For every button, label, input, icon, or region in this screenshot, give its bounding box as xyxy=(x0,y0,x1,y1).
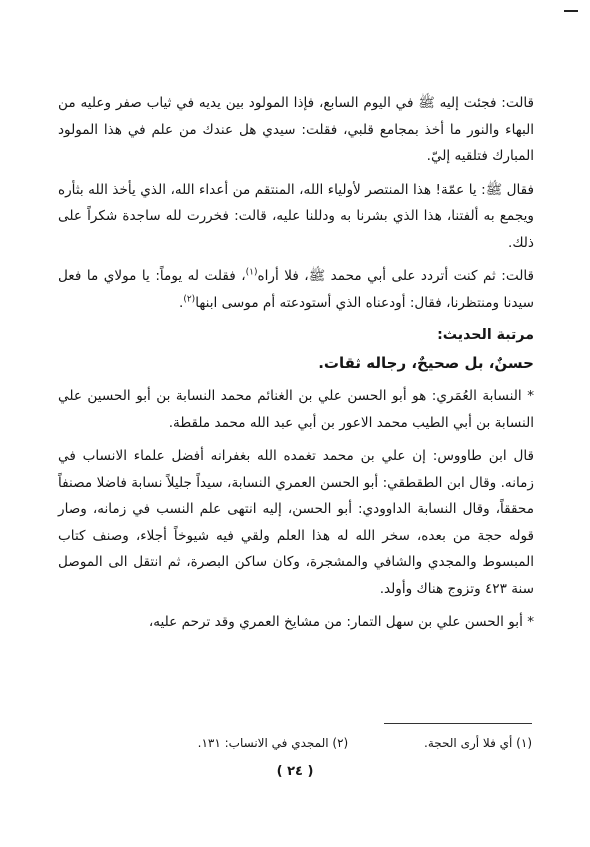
hadith-verdict: حسنٌ، بل صحيحٌ، رجاله ثقات. xyxy=(318,354,534,372)
paragraph-1: قالت: فجئت إليه ﷺ في اليوم السابع، فإذا المولود بين يديه في ثياب صفر وعليه من البهاء والنور ما أخذ بمجامع قلبي، فقلت: سيدي هل عندك من علم في هذا المولود المبارك فتلقيه إليّ. xyxy=(58,95,534,164)
paragraph-3-middle: ، فقلت له يوماً: يا مولاي ما فعل سيدنا ومنتظرنا، فقال: أودعناه الذي أستودعته أم موسى ابنها xyxy=(58,268,534,311)
section-heading: مرتبة الحديث: xyxy=(437,327,534,343)
page-text xyxy=(58,90,534,643)
narrator-entry-1: * النسابة العُمَري: هو أبو الحسن علي بن الغنائم محمد النسابة بن أبو الحسين علي النسابة بن أبي الطيب محمد الاعور بن أبي عبد الله محمد ملقطة. xyxy=(58,388,534,431)
footnote-ref-2: (٢) xyxy=(183,293,196,304)
corner-mark xyxy=(564,10,578,12)
footnote-1: (١) أي فلا أرى الحجة. xyxy=(424,736,532,750)
paragraph-3-after: . xyxy=(178,294,184,311)
paragraph-2: فقال ﷺ: يا عمّة! هذا المنتصر لأولياء الله، المنتقم من أعداء الله، الذي يأخذ الله بثأره ويجمع به ألفتنا، هذا الذي بشرنا به ودللنا عليه، قالت: فخررت لله ساجدة شكراً على ذلك. xyxy=(58,181,534,251)
page-number: ( ٢٤ ) xyxy=(276,764,314,779)
paragraph-3 xyxy=(58,263,534,316)
footnote-ref-1: (١) xyxy=(245,267,258,278)
narrator-entry-2: * أبو الحسن علي بن سهل التمار: من مشايخ العمري وقد ترحم عليه، xyxy=(148,614,534,630)
paragraph-3-before: قالت: ثم كنت أتردد على أبي محمد ﷺ، فلا أراه xyxy=(257,268,535,284)
footnotes xyxy=(150,734,532,752)
narrator-biography: قال ابن طاووس: إن علي بن محمد تغمده الله بغفرانه أفضل علماء الانساب في زمانه. وقال ابن الطقطقي: أبو الحسن العمري النسابة، سيداً جليلاً نسابة فاضلا مصنفاً محققاً، وقال النسابة الداوودي: أبو الحسن، إليه انتهى علم النسب في زمانه، وصار قوله حجة من بعده، سخر الله له هذا العلم ولقي فيه شيوخاً أجلاء، وصنف كتاب المبسوط والمجدي والشافي والمشجرة، وكان ساكن البصرة، ثم انتقل الى الموصل سنة ٤٢٣ وتزوج هناك وأولد. xyxy=(58,448,534,597)
footnote-divider xyxy=(384,723,532,724)
footnote-2: (٢) المجدي في الانساب: ١٣١. xyxy=(197,736,349,750)
